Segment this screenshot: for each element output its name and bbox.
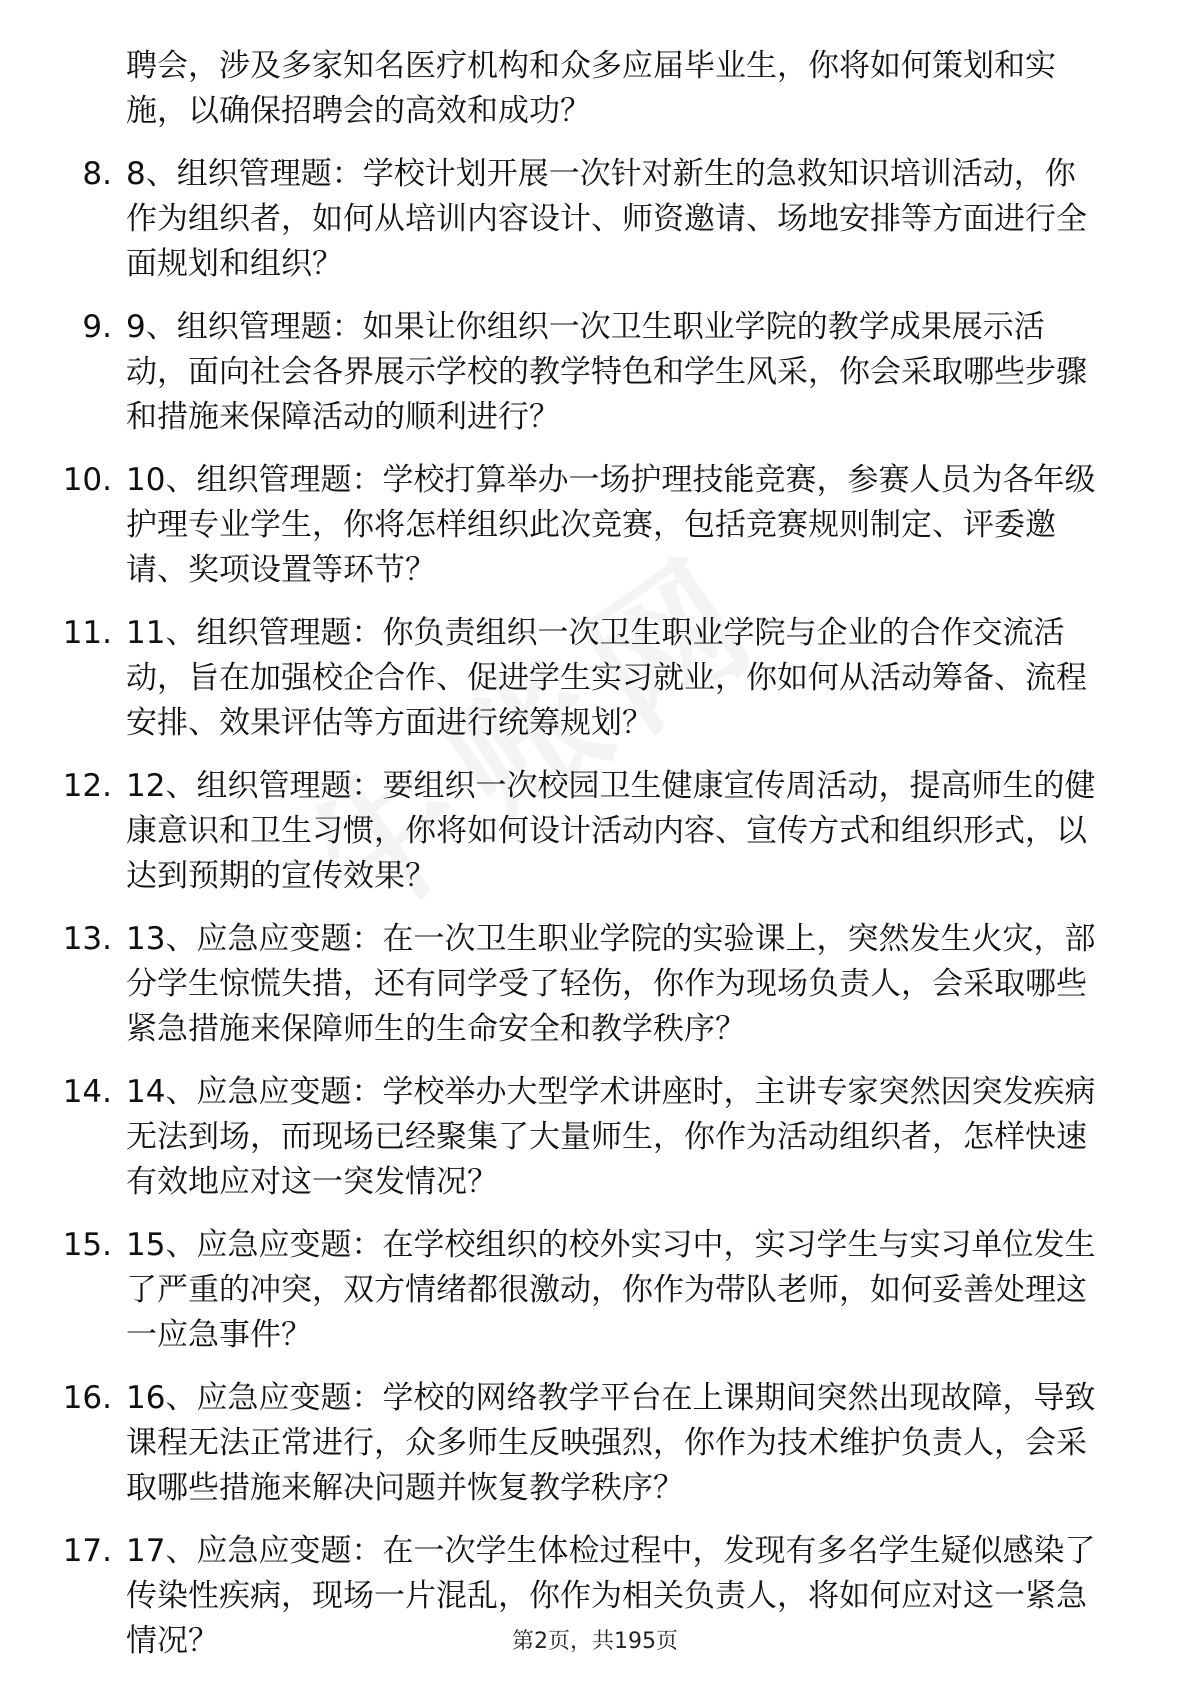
item-number: 10. — [62, 462, 112, 498]
item-number: 12. — [62, 768, 112, 804]
item-number: 9. — [82, 309, 112, 345]
continuation-text: 聘会，涉及多家知名医疗机构和众多应届毕业生，你将如何策划和实施，以确保招聘会的高效和成功？ — [126, 48, 1056, 129]
question-list — [0, 152, 1190, 1664]
item-number: 13. — [62, 921, 112, 957]
item-number: 16. — [62, 1380, 112, 1416]
item-number: 11. — [62, 615, 112, 651]
item-number: 14. — [62, 1074, 112, 1110]
list-item — [0, 1223, 1190, 1358]
list-item — [0, 458, 1190, 593]
item-number: 8. — [82, 156, 112, 192]
item-text: 13、应急应变题：在一次卫生职业学院的实验课上，突然发生火灾，部分学生惊慌失措，还有同学受了轻伤，你作为现场负责人，会采取哪些紧急措施来保障师生的生命安全和教学秩序？ — [126, 921, 1096, 1047]
item-text: 12、组织管理题：要组织一次校园卫生健康宣传周活动，提高师生的健康意识和卫生习惯，你将如何设计活动内容、宣传方式和组织形式，以达到预期的宣传效果？ — [126, 768, 1096, 894]
item-number: 15. — [62, 1227, 112, 1263]
item-text: 16、应急应变题：学校的网络教学平台在上课期间突然出现故障，导致课程无法正常进行，众多师生反映强烈，你作为技术维护负责人，会采取哪些措施来解决问题并恢复教学秩序？ — [126, 1380, 1096, 1506]
list-item — [0, 152, 1190, 287]
item-text: 10、组织管理题：学校打算举办一场护理技能竞赛，参赛人员为各年级护理专业学生，你将怎样组织此次竞赛，包括竞赛规则制定、评委邀请、奖项设置等环节？ — [126, 462, 1096, 588]
page-content — [0, 44, 1190, 1682]
item-text: 9、组织管理题：如果让你组织一次卫生职业学院的教学成果展示活动，面向社会各界展示学校的教学特色和学生风采，你会采取哪些步骤和措施来保障活动的顺利进行？ — [126, 309, 1087, 435]
item-text: 15、应急应变题：在学校组织的校外实习中，实习学生与实习单位发生了严重的冲突，双方情绪都很激动，你作为带队老师，如何妥善处理这一应急事件？ — [126, 1227, 1096, 1353]
page-footer: 第2页，共195页 — [512, 1629, 678, 1654]
list-item — [0, 764, 1190, 899]
item-number: 17. — [62, 1533, 112, 1569]
list-item — [0, 305, 1190, 440]
item-text: 14、应急应变题：学校举办大型学术讲座时，主讲专家突然因突发疾病无法到场，而现场已经聚集了大量师生，你作为活动组织者，怎样快速有效地应对这一突发情况？ — [126, 1074, 1096, 1200]
item-text: 17、应急应变题：在一次学生体检过程中，发现有多名学生疑似感染了传染性疾病，现场一片混乱，你作为相关负责人，将如何应对这一紧急情况？ — [126, 1533, 1096, 1659]
list-item — [0, 1376, 1190, 1511]
list-item — [0, 611, 1190, 746]
item-text: 11、组织管理题：你负责组织一次卫生职业学院与企业的合作交流活动，旨在加强校企合作、促进学生实习就业，你如何从活动筹备、流程安排、效果评估等方面进行统筹规划？ — [126, 615, 1087, 741]
item-text: 8、组织管理题：学校计划开展一次针对新生的急救知识培训活动，你作为组织者，如何从培训内容设计、师资邀请、场地安排等方面进行全面规划和组织？ — [126, 156, 1087, 282]
list-item — [0, 1070, 1190, 1205]
list-item — [0, 917, 1190, 1052]
